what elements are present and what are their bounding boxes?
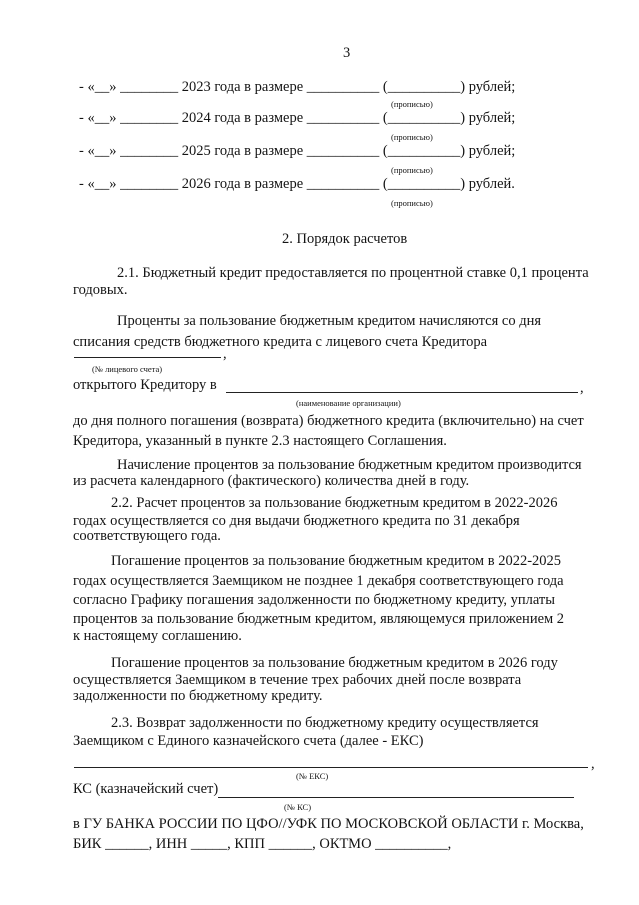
p22-line2: годах осуществляется со дня выдачи бюджетного кредита по 31 декабря — [73, 513, 520, 529]
schedule-line-2025: - «__» ________ 2025 года в размере __________ (__________) рублей; — [79, 143, 516, 159]
p23-line2: Заемщиком с Единого казначейского счета (далее - ЕКС) — [73, 733, 424, 749]
bank-line: в ГУ БАНКА РОССИИ ПО ЦФО//УФК ПО МОСКОВСКОЙ ОБЛАСТИ г. Москва, — [73, 816, 584, 832]
eks-number-suffix: , — [591, 756, 595, 772]
section-title: 2. Порядок расчетов — [282, 231, 408, 247]
p-repay-2025-line1: Погашение процентов за пользование бюджетным кредитом в 2022-2025 — [111, 553, 562, 569]
ks-label: КС (казначейский счет) — [73, 781, 219, 797]
p-interest-line5: до дня полного погашения (возврата) бюджетного кредита (включительно) на счет — [73, 413, 584, 429]
p-repay-2025-line4: процентов за пользование бюджетным кредитом, являющемуся приложением 2 — [73, 611, 565, 627]
ks-number-note: (№ КС) — [284, 802, 312, 812]
ks-number-blank — [218, 797, 574, 798]
p-interest-line4-prefix: открытого Кредитору в — [73, 377, 217, 393]
p22-line3: соответствующего года. — [73, 528, 221, 544]
schedule-note-2025: (прописью) — [391, 165, 433, 175]
account-number-suffix: , — [223, 346, 227, 362]
p21-line1: 2.1. Бюджетный кредит предоставляется по процентной ставке 0,1 процента — [117, 265, 589, 281]
schedule-line-2026: - «__» ________ 2026 года в размере __________ (__________) рублей. — [79, 176, 515, 192]
p-interest-line1: Проценты за пользование бюджетным кредитом начисляются со дня — [117, 313, 542, 329]
organization-name-suffix: , — [580, 380, 584, 396]
p-accrual-line2: из расчета календарного (фактического) количества дней в году. — [73, 473, 470, 489]
eks-number-note: (№ ЕКС) — [296, 771, 329, 781]
p-repay-2025-line5: к настоящему соглашению. — [73, 628, 242, 644]
p-accrual-line1: Начисление процентов за пользование бюджетным кредитом производится — [117, 457, 582, 473]
codes-line: БИК ______, ИНН _____, КПП ______, ОКТМО __________, — [73, 836, 452, 852]
p23-line1: 2.3. Возврат задолженности по бюджетному кредиту осуществляется — [111, 715, 539, 731]
schedule-note-2024: (прописью) — [391, 132, 433, 142]
eks-number-blank — [74, 767, 588, 768]
p22-line1: 2.2. Расчет процентов за пользование бюджетным кредитом в 2022-2026 — [111, 495, 558, 511]
account-number-blank — [74, 357, 221, 358]
p-repay-2026-line1: Погашение процентов за пользование бюджетным кредитом в 2026 году — [111, 655, 558, 671]
organization-name-note: (наименование организации) — [296, 398, 401, 408]
schedule-note-2023: (прописью) — [391, 99, 433, 109]
page-number: 3 — [343, 45, 351, 61]
schedule-line-2023: - «__» ________ 2023 года в размере __________ (__________) рублей; — [79, 79, 516, 95]
organization-name-blank — [226, 392, 578, 393]
schedule-line-2024: - «__» ________ 2024 года в размере __________ (__________) рублей; — [79, 110, 516, 126]
schedule-note-2026: (прописью) — [391, 198, 433, 208]
p-repay-2025-line2: годах осуществляется Заемщиком не позднее 1 декабря соответствующего года — [73, 573, 564, 589]
p-repay-2025-line3: согласно Графику погашения задолженности по бюджетному кредиту, уплаты — [73, 592, 555, 608]
p-interest-line6: Кредитора, указанный в пункте 2.3 настоящего Соглашения. — [73, 433, 447, 449]
p-repay-2026-line2: осуществляется Заемщиком в течение трех рабочих дней после возврата — [73, 672, 522, 688]
p21-line2: годовых. — [73, 282, 128, 298]
p-interest-line2: списания средств бюджетного кредита с лицевого счета Кредитора — [73, 334, 488, 350]
account-number-note: (№ лицевого счета) — [92, 364, 163, 374]
p-repay-2026-line3: задолженности по бюджетному кредиту. — [73, 688, 323, 704]
